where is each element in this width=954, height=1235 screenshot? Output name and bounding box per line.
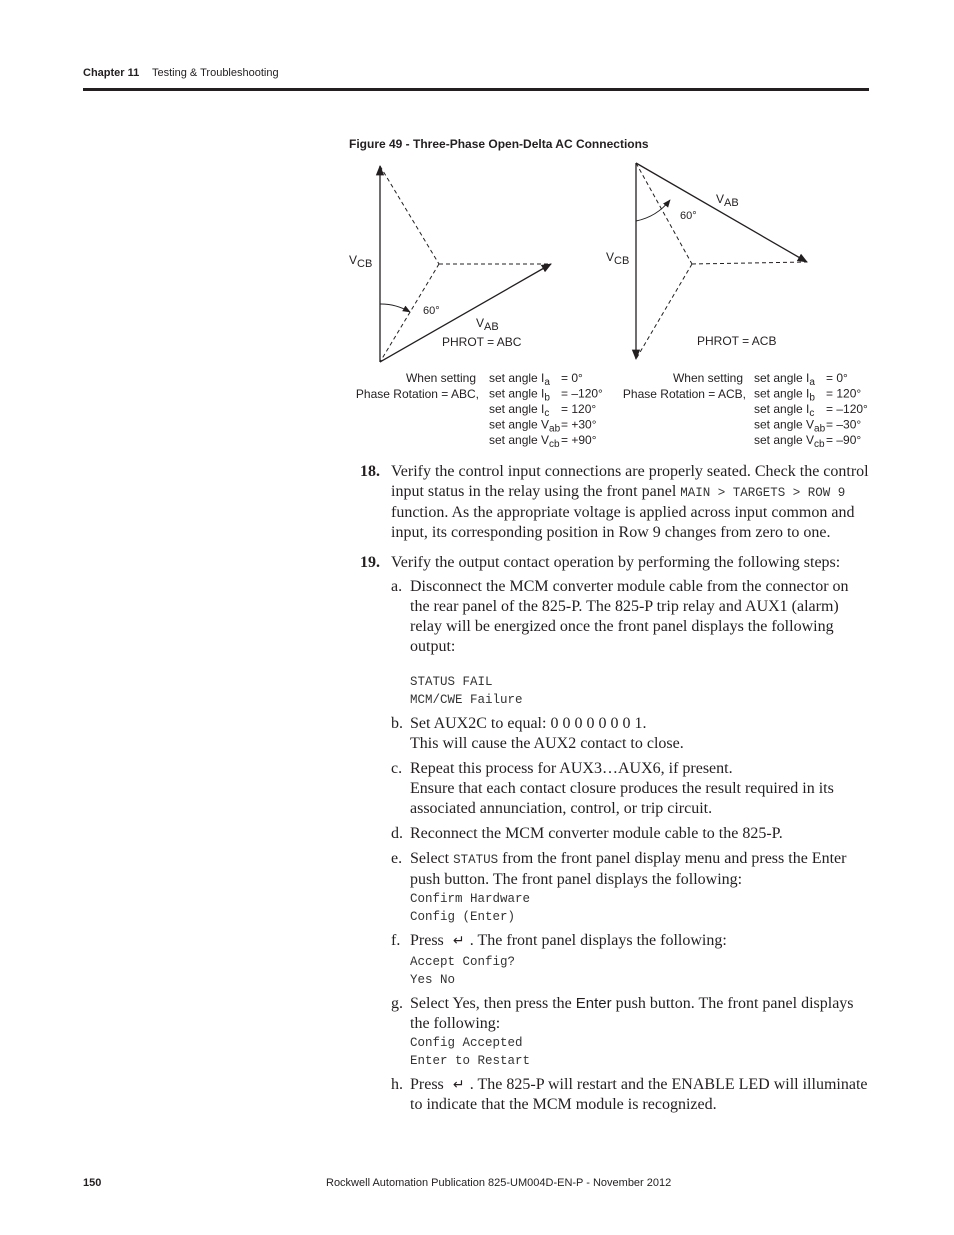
vab-label-acb: VAB [716,192,739,209]
setting-value: = 120° [561,402,597,416]
phrot-label-acb: PHROT = ACB [697,334,777,348]
display-output-line: Accept Config? [410,955,516,969]
step-text: Verify the control input connections are properly seated. Check the control input status in the relay using the front panel [391,463,869,500]
substep-text: Set AUX2C to equal: 0 0 0 0 0 0 0 1. [410,715,647,732]
setting-value: = –120° [561,386,603,401]
enter-button-label: Enter [575,995,612,1012]
display-output-line: Config (Enter) [410,910,516,924]
substep-text: Select STATUS from the front panel display menu and press the Enter push button. The front panel displays the following: [410,850,847,888]
when-setting-line1: When setting [672,371,743,385]
when-setting-line2: Phase Rotation = ACB, [622,387,746,401]
substep-text: Ensure that each contact closure produces the result required in its associated annunciation, control, or trip circuit. [410,780,834,817]
substep-text: Press ↵ . The 825-P will restart and the ENABLE LED will illuminate to indicate that the MCM module is recognized. [410,1076,868,1113]
step-19 [360,553,870,573]
page-number: 150 [83,1177,102,1189]
angle-arc-abc [380,304,410,312]
phrot-label-abc: PHROT = ABC [442,335,522,349]
setting-value: = +90° [561,433,597,447]
substep-f [360,931,870,989]
angle-arc-acb [636,200,670,221]
setting-value: = –120° [826,402,868,416]
setting-label: set angle $V_{cb}$ [754,433,825,450]
step-text: function. As the appropriate voltage is applied across input common and input, its corresponding position in Row 9 changes from zero to one. [391,504,855,541]
publication-info: Rockwell Automation Publication 825-UM004D-EN-P - November 2012 [326,1177,672,1189]
setting-label: set angle $V_{ab}$ [489,417,561,435]
angle-label-abc: 60° [423,305,440,317]
display-output-line: Yes No [410,973,456,987]
when-setting-line1: When setting [405,371,476,385]
setting-value: = +30° [561,417,597,432]
figure-caption: Figure 49 - Three-Phase Open-Delta AC Connections [349,137,649,151]
substep-a [360,577,870,709]
setting-label: set angle $I_b$ [754,386,815,404]
substep-text: Select Yes, then press the Enter push button. The front panel displays the following: [410,995,854,1032]
display-output-line: Confirm Hardware [410,892,531,906]
vcb-label-abc: VCB [349,253,373,270]
menu-path-code: MAIN > TARGETS > ROW 9 [680,486,846,500]
step-18 [360,462,870,543]
display-output-line: STATUS FAIL [410,675,493,689]
substep-text: Disconnect the MCM converter module cable from the connector on the rear panel of the 825-P. The 825-P trip relay and AUX1 (alarm) relay will be energized once the front panel displays the following output: [410,578,849,655]
substep-d [360,824,870,844]
angle-label-acb: 60° [680,210,697,222]
substep-letter: a. [391,578,403,595]
substep-text: This will cause the AUX2 contact to close. [410,735,684,752]
chapter-label: Chapter 11 [83,67,140,79]
display-output-line: Config Accepted [410,1036,523,1050]
dashed-line [380,166,439,264]
step-number: 19. [360,554,380,571]
vab-label-abc: VAB [476,316,499,333]
setting-label: set angle $I_c$ [754,402,815,419]
setting-value: = 0° [826,371,848,385]
setting-label: set angle $I_b$ [489,386,550,404]
setting-label: set angle $I_a$ [489,371,550,388]
substep-letter: b. [391,715,403,732]
enter-key-icon: ↵ [452,933,465,949]
substep-text: Repeat this process for AUX3…AUX6, if present. [410,760,733,777]
setting-value: = –30° [826,417,862,432]
substep-g [360,994,870,1070]
dashed-line [636,264,692,359]
vcb-label-acb: VCB [606,250,630,267]
substep-letter: g. [391,995,403,1012]
phasor-diagram-abc [349,166,551,362]
substep-b [360,714,870,754]
substep-e [360,849,870,926]
substep-letter: f. [391,932,401,949]
open-delta-diagram [0,0,954,460]
section-title: Testing & Troubleshooting [152,67,279,79]
setting-value: = –90° [826,433,862,447]
substep-text: Reconnect the MCM converter module cable to the 825-P. [410,825,783,842]
display-output-line: MCM/CWE Failure [410,693,523,707]
substep-c [360,759,870,819]
setting-value: = 0° [561,371,583,385]
setting-value: = 120° [826,386,862,401]
step-number: 18. [360,463,380,480]
when-setting-line2: Phase Rotation = ABC, [355,387,479,401]
setting-label: set angle $V_{cb}$ [489,433,560,450]
phasor-diagram-acb [606,163,807,359]
setting-label: set angle $I_a$ [754,371,815,388]
procedure-steps [360,462,870,1120]
step-text: Verify the output contact operation by performing the following steps: [391,554,841,571]
substep-h [360,1075,870,1115]
enter-key-icon: ↵ [452,1077,465,1093]
substep-text: Press ↵ . The front panel displays the following: [410,932,727,949]
vab-phasor-acb [636,163,807,262]
setting-label: set angle $V_{ab}$ [754,417,826,435]
substep-letter: h. [391,1076,403,1093]
display-output-line: Enter to Restart [410,1054,531,1068]
dashed-line [692,262,807,264]
substep-letter: d. [391,825,403,842]
settings-abc [356,371,603,450]
substep-letter: e. [391,850,403,867]
substep-letter: c. [391,760,403,777]
setting-label: set angle $I_c$ [489,402,550,419]
settings-acb [623,371,868,450]
menu-code: STATUS [453,853,499,867]
